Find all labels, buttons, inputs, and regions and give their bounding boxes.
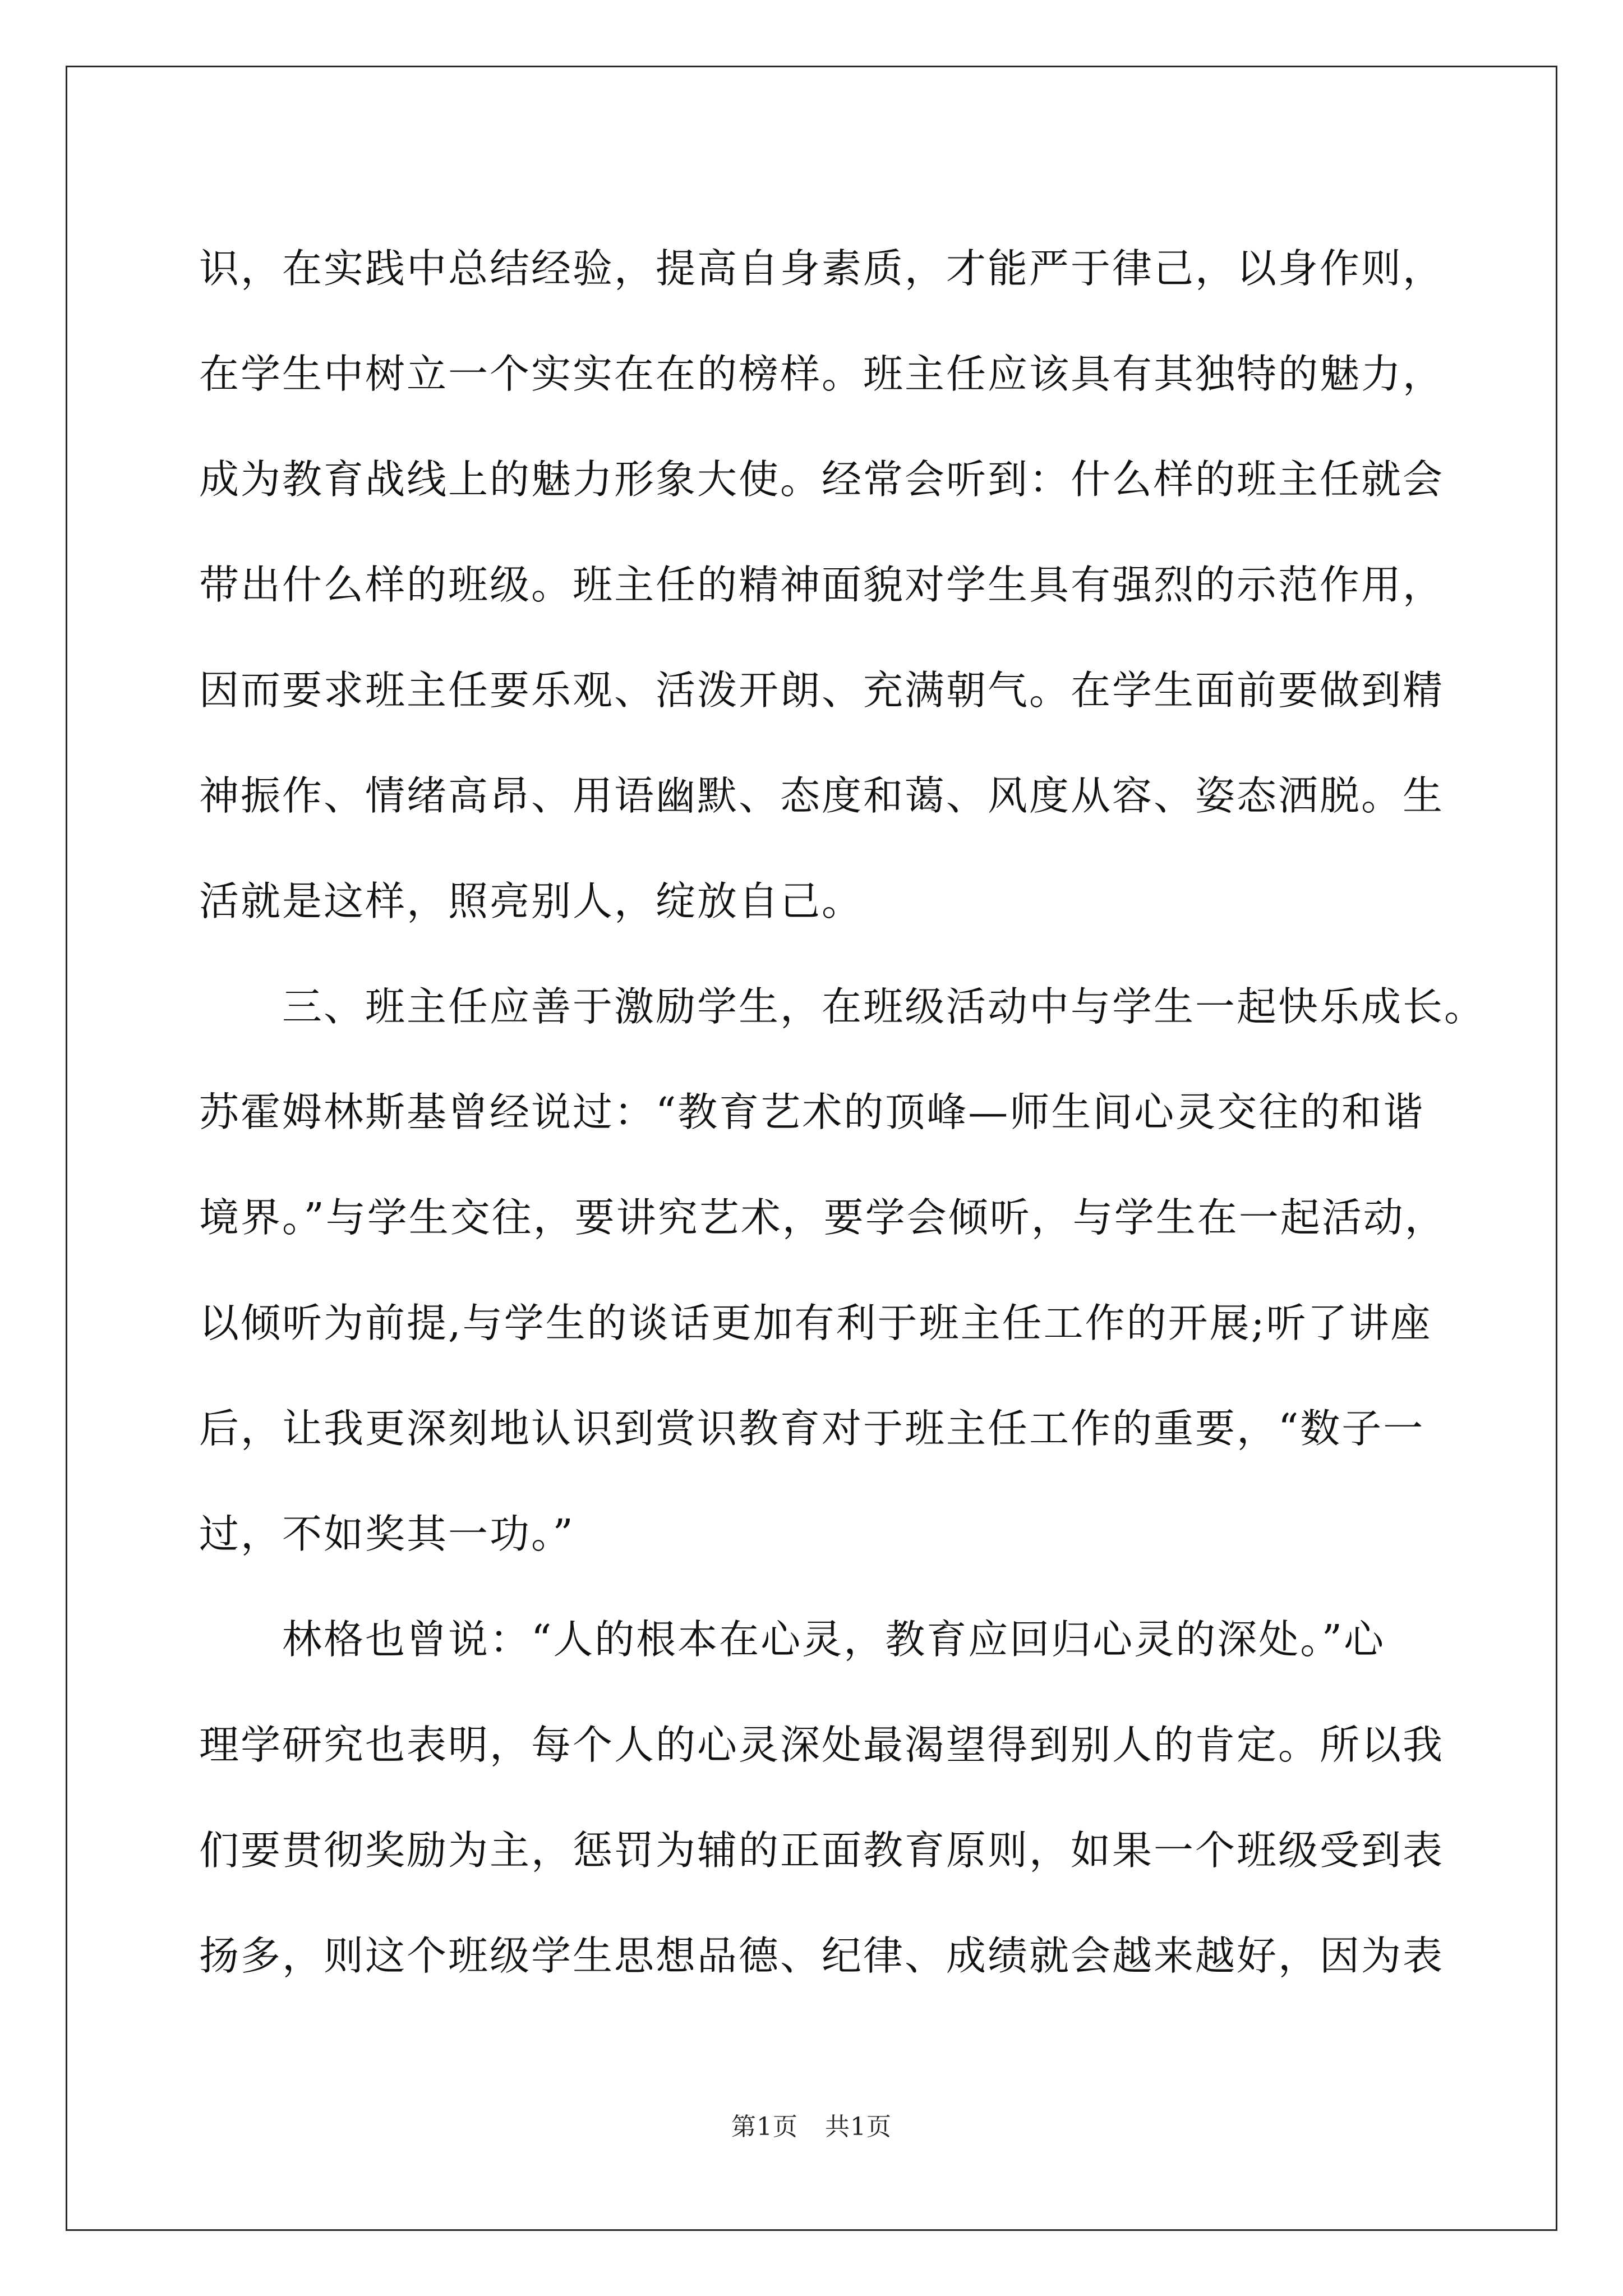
text-line: 理学研究也表明，每个人的心灵深处最渴望得到别人的肯定。所以我	[199, 1722, 1445, 1768]
text-line: 林格也曾说：“人的根本在心灵，教育应回归心灵的深处。”心	[282, 1616, 1386, 1663]
text-line: 活就是这样，照亮别人，绽放自己。	[199, 878, 864, 924]
text-line: 带出什么样的班级。班主任的精神面貌对学生具有强烈的示范作用，	[199, 562, 1445, 608]
text-line: 们要贯彻奖励为主，惩罚为辅的正面教育原则，如果一个班级受到表	[199, 1827, 1445, 1874]
page-footer	[0, 2106, 1623, 2142]
text-line: 以倾听为前提,与学生的谈话更加有利于班主任工作的开展;听了讲座	[199, 1300, 1432, 1346]
page-number-current: 第1页	[731, 2113, 798, 2141]
text-line: 在学生中树立一个实实在在的榜样。班主任应该具有其独特的魅力，	[199, 351, 1445, 397]
text-line: 成为教育战线上的魅力形象大使。经常会听到：什么样的班主任就会	[199, 456, 1445, 503]
text-line: 神振作、情绪高昂、用语幽默、态度和蔼、风度从容、姿态洒脱。生	[199, 772, 1445, 819]
document-body	[199, 216, 1486, 2009]
page-number-total: 共1页	[825, 2113, 892, 2141]
text-line: 后，让我更深刻地认识到赏识教育对于班主任工作的重要，“数子一	[199, 1405, 1425, 1452]
text-line: 境界。”与学生交往，要讲究艺术，要学会倾听，与学生在一起活动，	[199, 1194, 1446, 1241]
text-line: 过，不如奖其一功。”	[199, 1511, 575, 1557]
text-line: 扬多，则这个班级学生思想品德、纪律、成绩就会越来越好，因为表	[199, 1932, 1445, 1979]
text-line: 三、班主任应善于激励学生，在班级活动中与学生一起快乐成长。	[282, 983, 1486, 1030]
text-line: 识，在实践中总结经验，提高自身素质，才能严于律己，以身作则，	[199, 245, 1445, 292]
text-line: 因而要求班主任要乐观、活泼开朗、充满朝气。在学生面前要做到精	[199, 667, 1445, 714]
text-line: 苏霍姆林斯基曾经说过：“教育艺术的顶峰—师生间心灵交往的和谐	[199, 1089, 1425, 1135]
